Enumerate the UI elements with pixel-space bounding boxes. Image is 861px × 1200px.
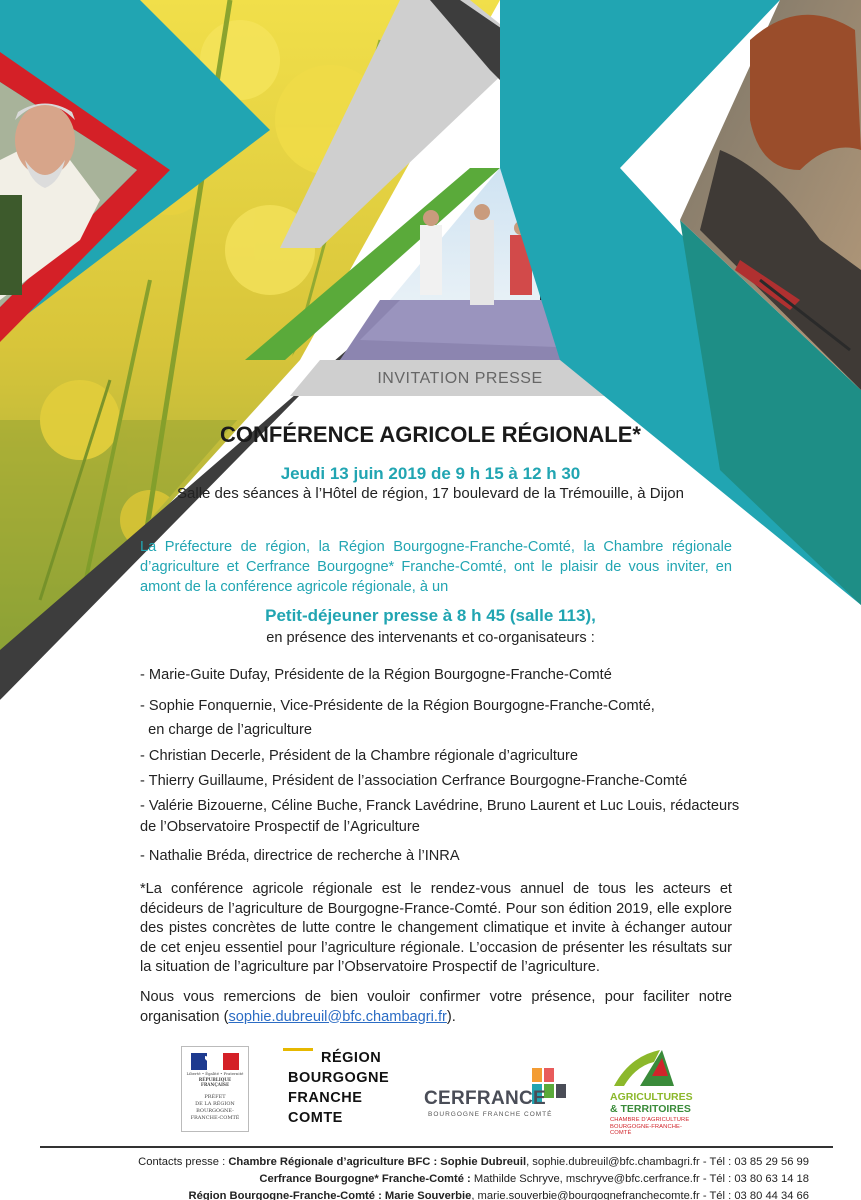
rsvp-paragraph (140, 988, 732, 1027)
speaker-item: - Marie-Guite Dufay, Présidente de la Région Bourgogne-Franche-Comté (140, 667, 612, 683)
prefet-line: PRÉFET (204, 1094, 226, 1100)
prefet-motto: Liberté • Égalité • Fraternité (186, 1071, 244, 1076)
speaker-item: - Thierry Guillaume, Président de l’association Cerfrance Bourgogne-Franche-Comté (140, 773, 688, 789)
speaker-item: - Sophie Fonquernie, Vice-Présidente de la Région Bourgogne-Franche-Comté, (140, 698, 655, 714)
contact-org: Cerfrance Bourgogne* Franche-Comté : (259, 1173, 471, 1185)
footnote-paragraph: *La conférence agricole régionale est le rendez-vous annuel de tous les acteurs et décideurs de l’agriculture de Bourgogne-France-Comté. Pour son édition 2019, elle explore des pistes concrètes de lutte contre le changement climatique et invite à échanger autour de cet enjeu essentiel pour l’agriculture régionale. L’occasion de présenter les résultats sur la situation de l’agriculture par l’Observatoire Prospectif de l’agriculture. (140, 881, 732, 975)
contact-org: Région Bourgogne-Franche-Comté : Marie Souverbie (188, 1190, 472, 1200)
contact-org: Chambre Régionale d’agriculture BFC : Sophie Dubreuil (228, 1156, 527, 1168)
prefet-logo (181, 1046, 249, 1132)
marianne-flag-icon (191, 1053, 239, 1070)
breakfast-title: Petit-déjeuner presse à 8 h 45 (salle 113), (265, 606, 596, 625)
intro-paragraph: La Préfecture de région, la Région Bourgogne-Franche-Comté, la Chambre régionale d’agriculture et Cerfrance Bourgogne* Franche-Comté, ont le plaisir de vous inviter, en amont de la conférence agricole régionale, à un (140, 539, 732, 595)
speaker-item-continued: de l’Observatoire Prospectif de l’Agriculture (140, 819, 420, 835)
prefet-republic: RÉPUBLIQUE FRANÇAISE (198, 1077, 232, 1087)
contact-label: Contacts presse : (138, 1156, 229, 1168)
region-logo-line: COMTE (288, 1110, 343, 1126)
rsvp-text-end: ). (446, 1008, 456, 1025)
contact-row (29, 1154, 809, 1171)
contact-details: , marie.souverbie@bourgognefranchecomte.fr - Tél : 03 80 44 34 66 (471, 1190, 809, 1200)
contact-row (29, 1171, 809, 1188)
breakfast-subtitle: en présence des intervenants et co-organisateurs : (266, 630, 595, 646)
cerfrance-name: CERFRANCE (424, 1088, 546, 1109)
press-contacts (29, 1154, 809, 1200)
region-logo-mark (283, 1048, 313, 1051)
contact-row (29, 1188, 809, 1200)
speaker-item: - Valérie Bizouerne, Céline Buche, Franck Lavédrine, Bruno Laurent et Luc Louis, rédacteurs (140, 798, 740, 814)
cerfrance-sub: BOURGOGNE FRANCHE COMTÉ (428, 1111, 553, 1118)
agri-line-1: AGRICULTURES (610, 1091, 693, 1103)
prefet-line: BOURGOGNE- (196, 1108, 234, 1114)
speaker-item-continued: en charge de l’agriculture (140, 722, 312, 738)
speaker-item: - Christian Decerle, Président de la Chambre régionale d’agriculture (140, 748, 579, 764)
agricultures-territoires-logo (604, 1046, 696, 1134)
contact-details: , sophie.dubreuil@bfc.chambagri.fr - Tél : 03 85 29 56 99 (526, 1156, 809, 1168)
region-bfc-logo (283, 1046, 403, 1130)
contact-details: Mathilde Schryve, mschryve@bfc.cerfrance.fr - Tél : 03 80 63 14 18 (470, 1173, 809, 1185)
agri-line-2: & TERRITOIRES (610, 1103, 691, 1115)
rsvp-email-link[interactable]: sophie.dubreuil@bfc.chambagri.fr (228, 1008, 447, 1025)
footer-divider (40, 1146, 833, 1148)
event-venue: Salle des séances à l’Hôtel de région, 17 boulevard de la Trémouille, à Dijon (177, 485, 684, 502)
speaker-item: - Nathalie Bréda, directrice de recherche à l’INRA (140, 848, 460, 864)
prefet-line: FRANCHE-COMTÉ (190, 1115, 240, 1121)
rsvp-text: Nous vous remercions de bien vouloir confirmer votre présence, pour faciliter notre organisation ( (140, 989, 732, 1025)
invitation-label: INVITATION PRESSE (377, 370, 543, 387)
agri-line-3: CHAMBRE D’AGRICULTURE (610, 1117, 690, 1123)
prefet-line: DE LA RÉGION (195, 1101, 235, 1107)
region-logo-line: FRANCHE (288, 1090, 363, 1106)
region-logo-line: BOURGOGNE (288, 1070, 390, 1086)
agri-line-4: BOURGOGNE-FRANCHE-COMTÉ (610, 1124, 683, 1136)
page-title: CONFÉRENCE AGRICOLE RÉGIONALE* (220, 422, 641, 447)
event-date: Jeudi 13 juin 2019 de 9 h 15 à 12 h 30 (280, 464, 581, 483)
region-logo-line: RÉGION (321, 1050, 382, 1066)
agri-arrow-icon (610, 1046, 690, 1090)
cerfrance-logo (424, 1066, 576, 1126)
